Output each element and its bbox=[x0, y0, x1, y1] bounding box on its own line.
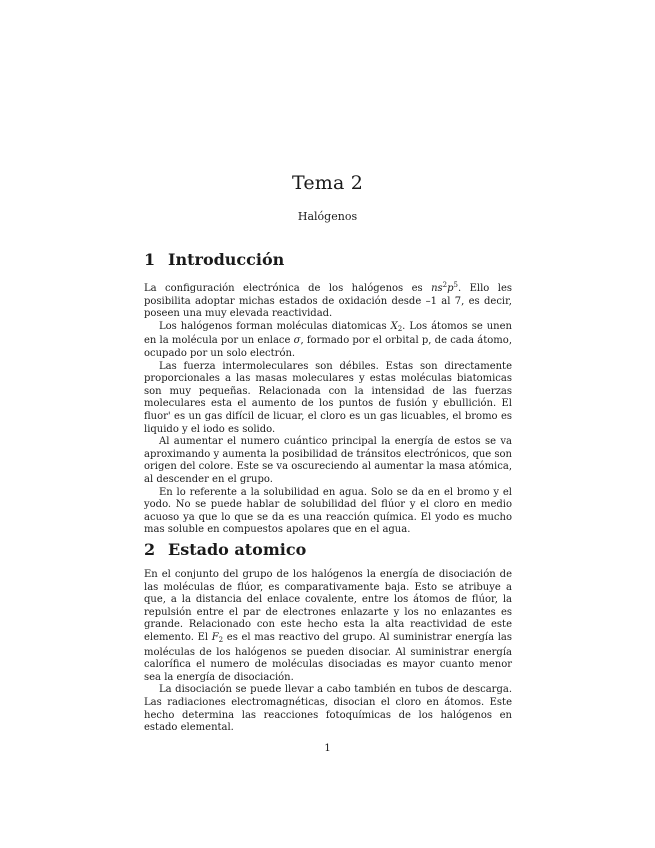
paragraph: En lo referente a la solubilidad en agua. Solo se da en el bromo y el yodo. No se puede hablar de solubilidad del flúor y el cloro en medio acuoso ya que lo que se da es una reacción química. El yodo es mucho mas soluble en compuestos apolares que en el agua. bbox=[144, 486, 512, 536]
math-var: F bbox=[211, 631, 219, 643]
math-sup: 2 bbox=[442, 281, 448, 289]
text-run: . Los átomos se unen en la molécula por un enlace bbox=[144, 320, 512, 347]
document-subtitle: Halógenos bbox=[297, 210, 358, 223]
section-title-text: Estado atomico bbox=[168, 540, 307, 559]
text-run: , formado por el orbital p, de cada átomo, ocupado por un solo electrón. bbox=[144, 335, 512, 359]
page-number: 1 bbox=[324, 743, 331, 754]
section-number: 1 bbox=[144, 250, 156, 269]
section-body-estado-atomico bbox=[144, 569, 512, 735]
math-var: σ bbox=[293, 335, 301, 347]
paragraph: La disociación se puede llevar a cabo también en tubos de descarga. Las radiaciones electromagnéticas, disocian el cloro en átomos. Este hecho determina las reacciones fotoquímicas de los halógenos en estado elemental. bbox=[144, 684, 512, 734]
paragraph: Al aumentar el numero cuántico principal la energía de estos se va aproximando y aumenta la posibilidad de tránsitos electrónicos, que son origen del colore. Este se va oscureciendo al aumentar la masa atómica, al descender en el grupo. bbox=[144, 436, 512, 485]
text-run: . Ello les posibilita adoptar michas estados de oxidación desde –1 al 7, es decir, poseen una muy elevada reactividad. bbox=[144, 283, 512, 320]
math-sup: 5 bbox=[453, 281, 458, 289]
text-run: es el mas reactivo del grupo. Al suministrar energía las moléculas de los halógenos se pueden disociar. Al suministrar energía calorífica el numero de moléculas disociadas es mayor cuanto menor sea la energía de disociación. bbox=[144, 631, 512, 683]
section-body-introduccion bbox=[144, 279, 512, 537]
paragraph: Las fuerza intermoleculares son débiles. Estas son directamente proporcionales a las masas moleculares y estas moléculas biatomicas son muy pequeñas. Relacionada con la intensidad de las fuerzas moleculares esta el aumento de los puntos de fusión y ebullición. El fluor' es un gas difícil de licuar, el cloro es un gas licuables, el bromo es liquido y el iodo es solido. bbox=[144, 360, 512, 435]
section-number: 2 bbox=[144, 540, 156, 559]
math-var: ns bbox=[431, 283, 443, 294]
math-var: p bbox=[447, 283, 454, 294]
math-sub: 2 bbox=[218, 635, 224, 644]
paragraph bbox=[144, 321, 512, 361]
document-title: Tema 2 bbox=[291, 172, 364, 194]
text-run: En el conjunto del grupo de los halógenos la energía de disociación de las moléculas de flúor, es comparativamente baja. Esto se atribuye a que, a la distancia del enlace covalente, entre los átomos de flúor, la repulsión entre el par de electrones enlazarte y los no enlazantes es grande. Relacionado con este hecho esta la alta reactividad de este elemento. El bbox=[144, 569, 512, 643]
text-run: Los halógenos forman moléculas diatomicas bbox=[159, 320, 391, 332]
math-sub: 2 bbox=[397, 324, 403, 333]
math-var: X bbox=[390, 320, 398, 332]
section-heading-introduccion bbox=[144, 250, 284, 269]
paragraph bbox=[144, 569, 512, 684]
paragraph bbox=[144, 279, 512, 321]
section-heading-estado-atomico bbox=[144, 540, 306, 559]
section-title-text: Introducción bbox=[168, 250, 285, 269]
text-run: La configuración electrónica de los halógenos es bbox=[144, 283, 432, 294]
